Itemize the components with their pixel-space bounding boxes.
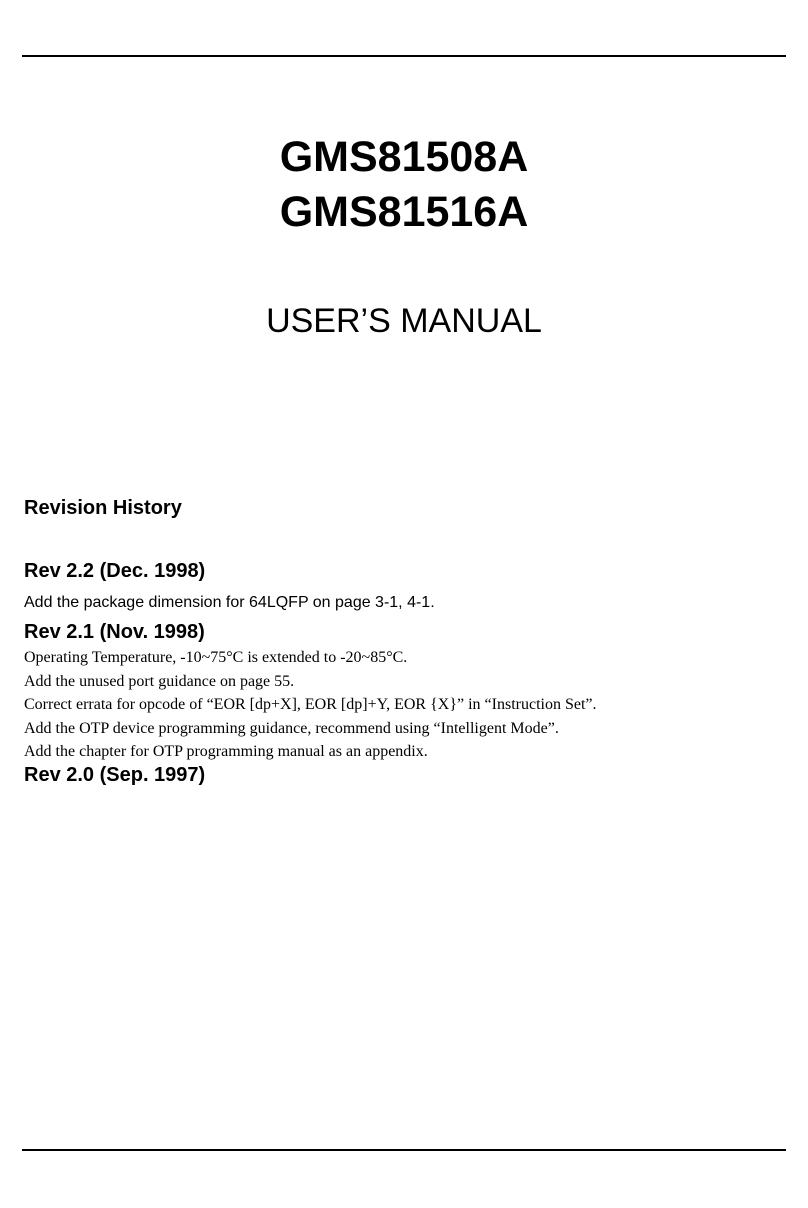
bottom-rule — [22, 1149, 786, 1151]
revision-heading-2-1: Rev 2.1 (Nov. 1998) — [24, 621, 205, 643]
revision-2-1-item: Add the OTP device programming guidance, recommend using “Intelligent Mode”. — [24, 719, 559, 737]
revision-heading-2-2: Rev 2.2 (Dec. 1998) — [24, 560, 206, 582]
document-title-line-2: GMS81516A — [279, 188, 529, 236]
document-subtitle: USER’S MANUAL — [266, 302, 542, 340]
revision-2-1-items — [24, 646, 597, 764]
revision-heading-2-0: Rev 2.0 (Sep. 1997) — [24, 764, 206, 786]
revision-history-heading: Revision History — [24, 497, 182, 519]
revision-2-1-item: Correct errata for opcode of “EOR [dp+X], EOR [dp]+Y, EOR {X}” in “Instruction Set”. — [24, 696, 597, 713]
revision-2-1-item: Operating Temperature, -10~75°C is extended to -20~85°C. — [24, 649, 408, 666]
top-rule — [22, 55, 786, 57]
revision-2-2-item: Add the package dimension for 64LQFP on page 3-1, 4-1. — [24, 594, 435, 611]
document-title-line-1: GMS81508A — [279, 133, 529, 181]
revision-2-1-item: Add the chapter for OTP programming manual as an appendix. — [24, 743, 428, 760]
revision-2-1-item: Add the unused port guidance on page 55. — [24, 672, 295, 690]
